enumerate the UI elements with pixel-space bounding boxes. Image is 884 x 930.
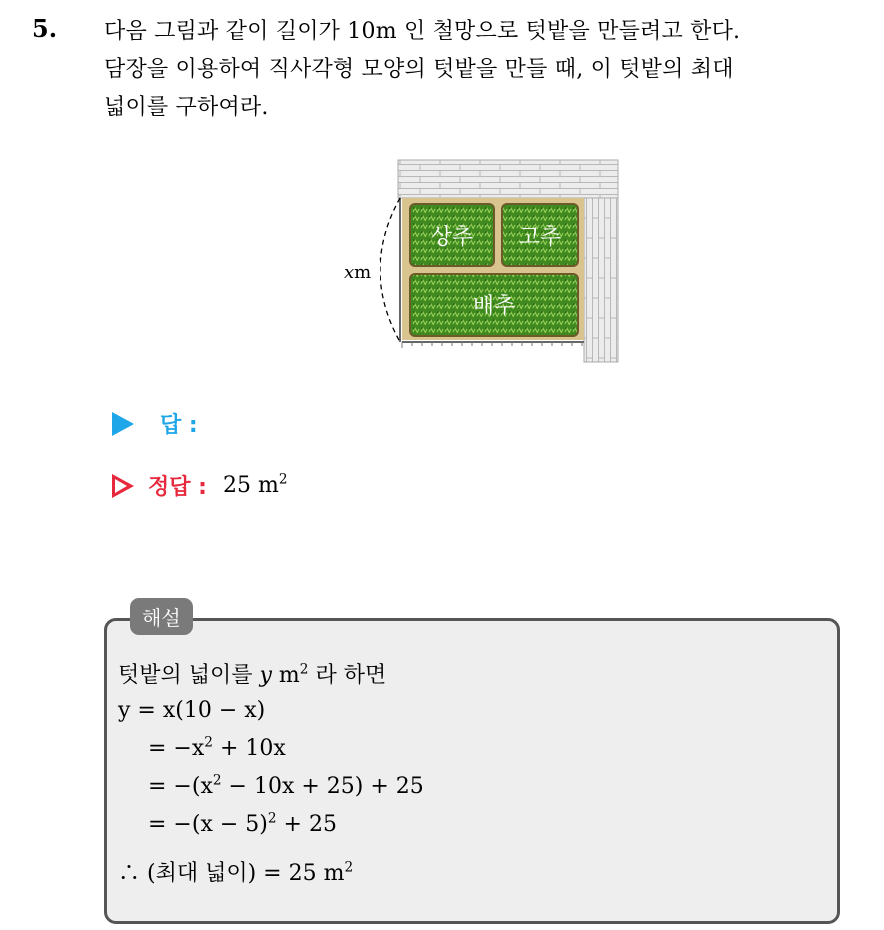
side-label-unit: m bbox=[354, 262, 372, 283]
explanation-line-1: 텃밭의 넓이를 y $m^2$ 라 하면 bbox=[118, 661, 387, 688]
side-length-arc bbox=[380, 198, 400, 342]
plot-label-pepper: 고추 bbox=[518, 225, 562, 250]
question-text-line-1: 다음 그림과 같이 길이가 10m 인 철망으로 텃밭을 만들려고 한다. bbox=[104, 19, 741, 44]
plot-label-lettuce: 상추 bbox=[430, 225, 474, 250]
explanation-line-3: = $-x^2 + 10x$ bbox=[148, 734, 286, 761]
correct-answer-label: 정답 : bbox=[148, 475, 207, 500]
plot-label-cabbage: 배추 bbox=[472, 294, 516, 319]
question-text-line-2: 담장을 이용하여 직사각형 모양의 텃밭을 만들 때, 이 텃밭의 최대 bbox=[104, 57, 734, 82]
explanation-tag: 해설 bbox=[130, 598, 193, 635]
question-number: 5. bbox=[32, 14, 58, 43]
svg-text:xm bbox=[344, 262, 371, 283]
question-text-line-3: 넓이를 구하여라. bbox=[104, 95, 269, 120]
answer-label: 답 : bbox=[160, 413, 198, 438]
explanation-line-4: = $-(x^2 - 10x + 25) + 25$ bbox=[148, 772, 424, 799]
right-wall bbox=[584, 198, 618, 362]
play-icon bbox=[112, 412, 134, 436]
correct-answer-value: 25 $m^2$ bbox=[222, 471, 288, 498]
garden-figure bbox=[340, 158, 620, 366]
answer-row bbox=[112, 408, 198, 439]
explanation-line-5: = $-(x - 5)^2 + 25$ bbox=[148, 810, 337, 837]
side-label-var: x bbox=[344, 262, 355, 283]
explanation-line-2: y = x(10 − x) bbox=[118, 698, 266, 723]
outline-play-icon bbox=[112, 474, 134, 498]
correct-answer-row bbox=[112, 470, 288, 501]
explanation-line-6: ∴ (최대 넓이) = 25 $m^2$ bbox=[118, 859, 354, 886]
top-wall bbox=[398, 160, 618, 198]
